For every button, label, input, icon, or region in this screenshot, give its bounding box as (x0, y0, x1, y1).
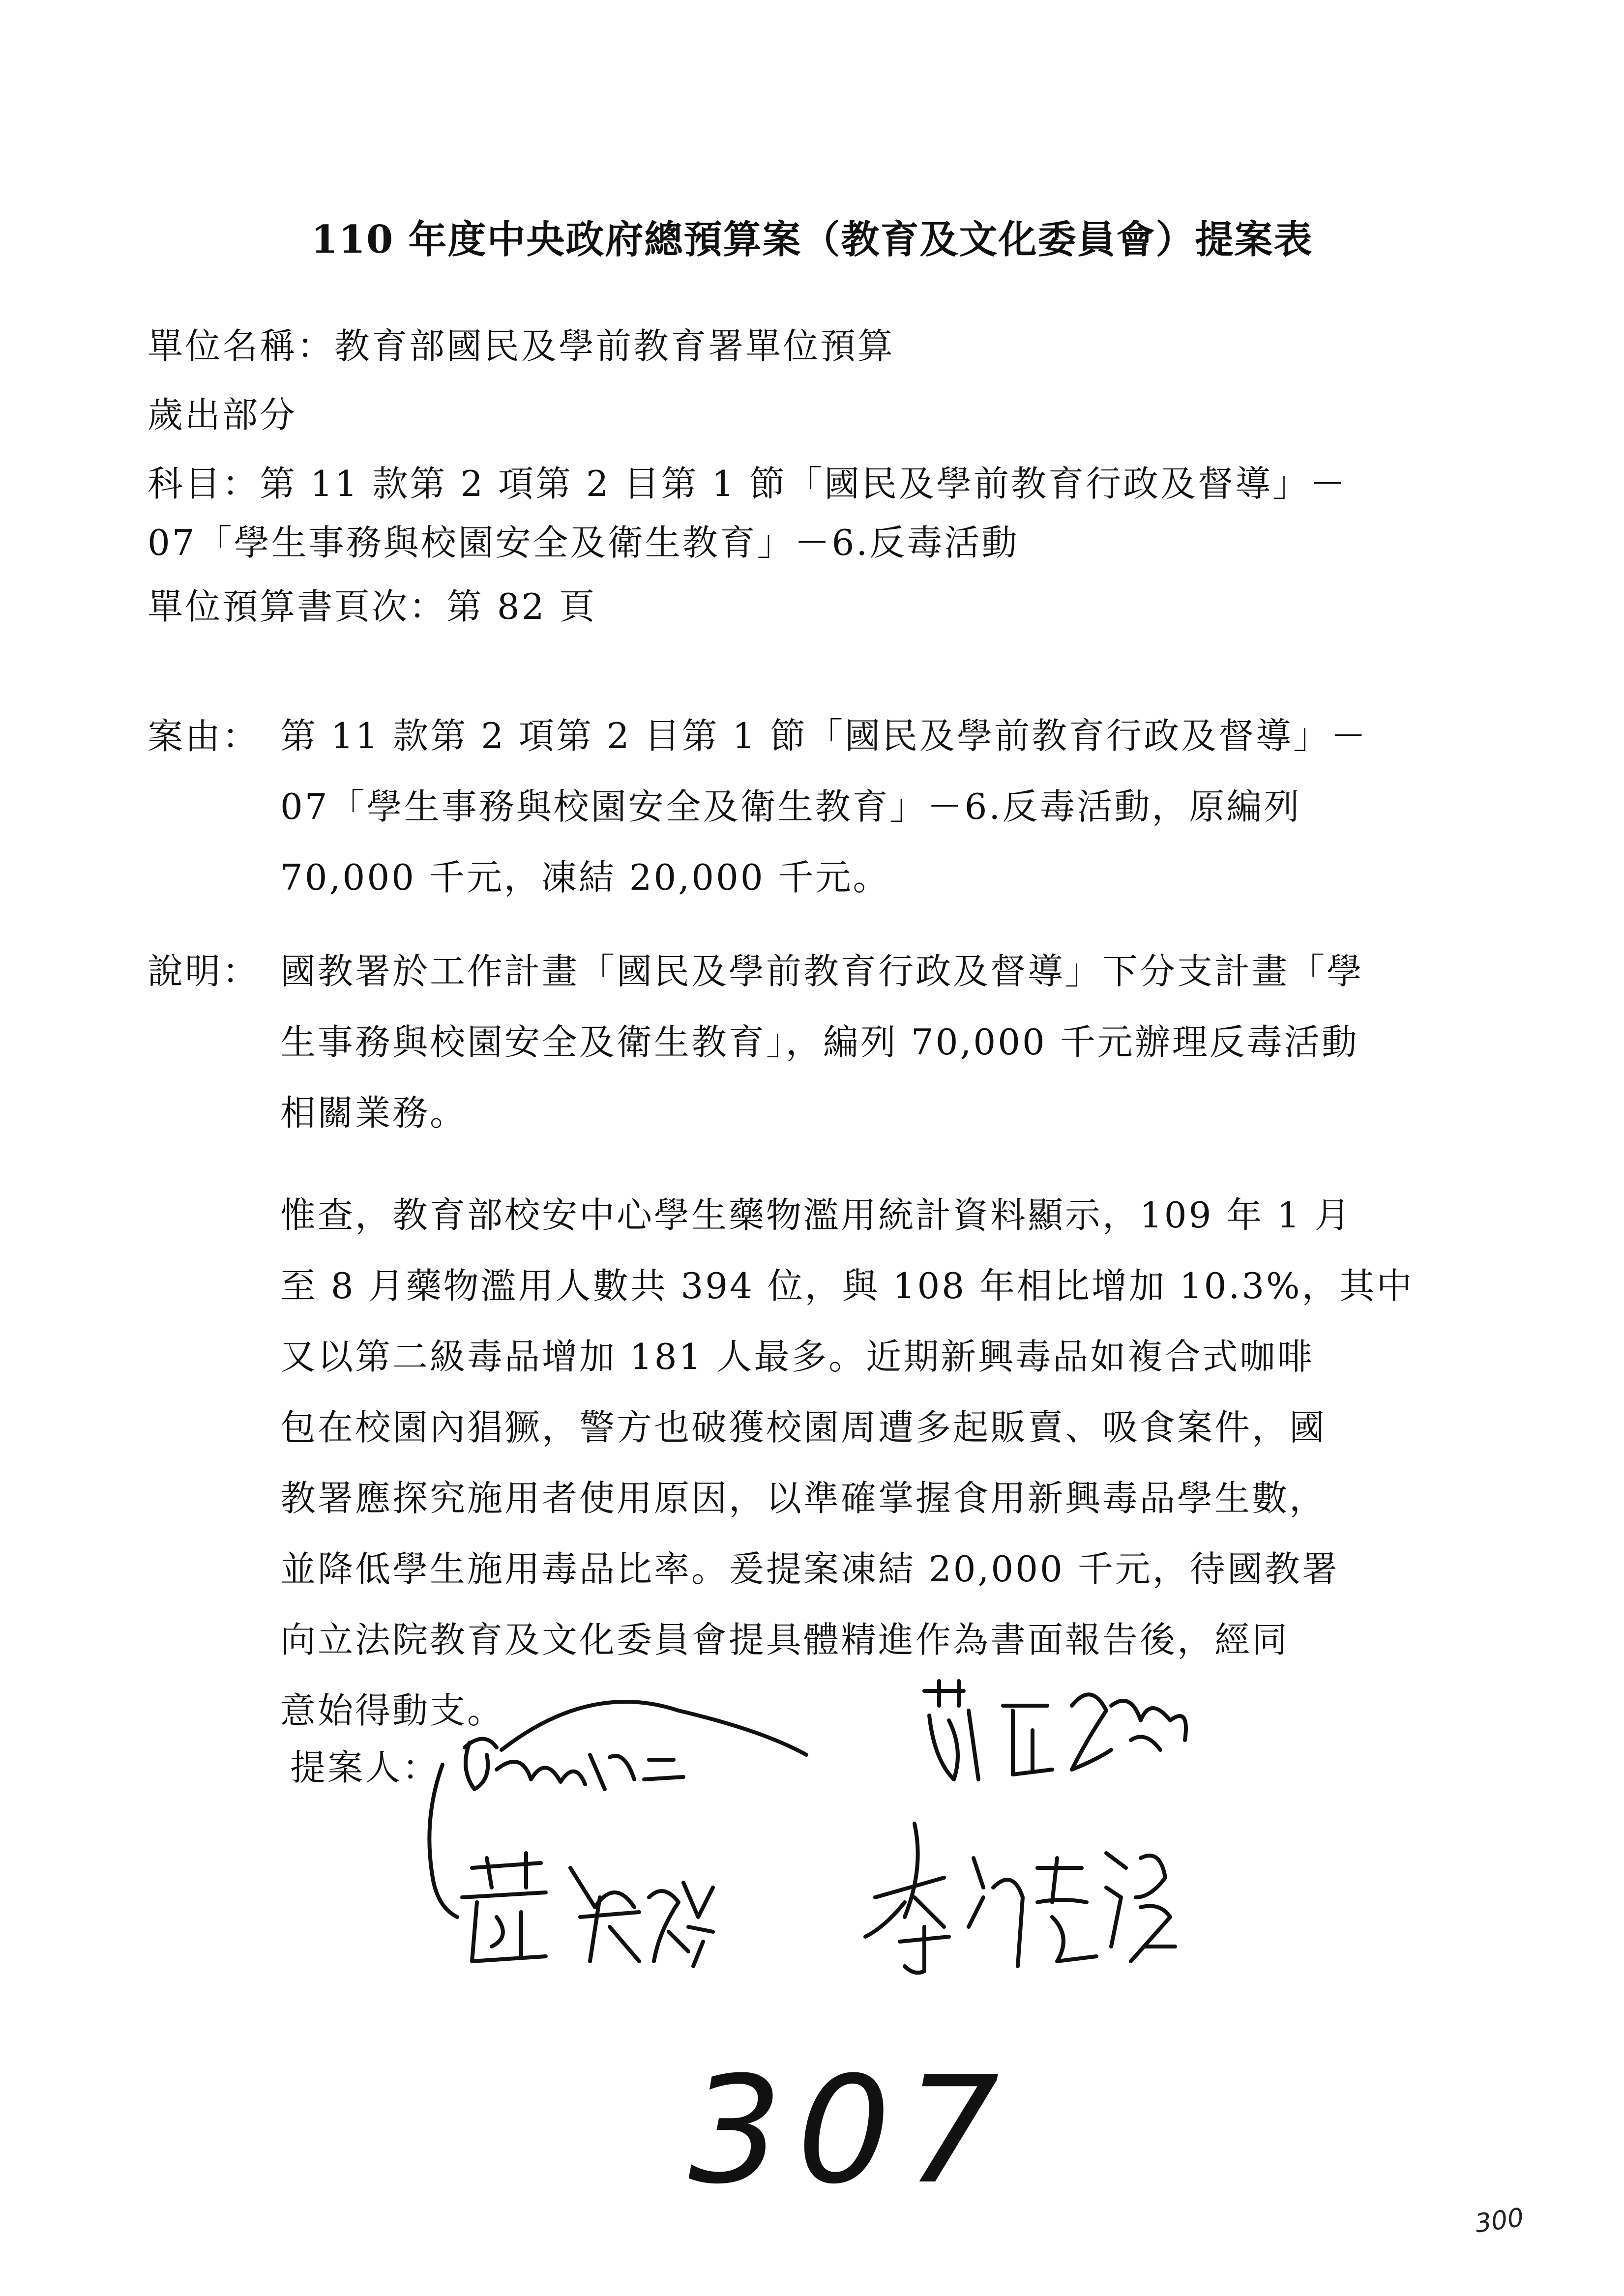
explanation-line: 教署應探究施用者使用原因，以準確掌握食用新興毒品學生數， (280, 1478, 1327, 1519)
signature-3 (462, 1853, 713, 1966)
explanation-line: 並降低學生施用毒品比率。爰提案凍結 20,000 千元，待國教署 (280, 1548, 1339, 1590)
explanation-line: 國教署於工作計畫「國民及學前教育行政及督導」下分支計畫「學 (280, 951, 1364, 992)
proposal-line: 07「學生事務與校園安全及衛生教育」－6.反毒活動，原編列 (280, 786, 1301, 827)
explanation-line: 意始得動支。 (280, 1690, 505, 1731)
signature-4 (865, 1824, 1175, 1973)
proposal-line: 第 11 款第 2 項第 2 目第 1 節「國民及學前教育行政及督導」－ (280, 715, 1368, 756)
proposers-label: 提案人： (290, 1747, 440, 1788)
page-number: 307 (688, 2045, 1014, 2216)
explanation-line: 生事務與校園安全及衛生教育」，編列 70,000 千元辦理反毒活動 (280, 1021, 1359, 1063)
explanation-line: 相關業務。 (280, 1092, 468, 1133)
explanation-line: 惟查，教育部校安中心學生藥物濫用統計資料顯示，109 年 1 月 (280, 1194, 1352, 1236)
page-number-small: 300 (1473, 2203, 1526, 2239)
explanation-line: 向立法院教育及文化委員會提具體精進作為書面報告後，經同 (280, 1619, 1290, 1660)
explanation-label: 說明： (148, 951, 260, 992)
document-title: 110 年度中央政府總預算案（教育及文化委員會）提案表 (311, 217, 1313, 262)
explanation-line: 包在校園內猖獗，警方也破獲校園周遭多起販賣、吸食案件，國 (280, 1407, 1327, 1448)
section-label: 歲出部分 (148, 394, 297, 436)
explanation-line: 至 8 月藥物濫用人數共 394 位，與 108 年相比增加 10.3%，其中 (280, 1265, 1414, 1307)
subject-line-2: 07「學生事務與校園安全及衛生教育」－6.反毒活動 (148, 522, 1019, 563)
proposal-line: 70,000 千元，凍結 20,000 千元。 (280, 857, 890, 898)
signature-2 (924, 1681, 1186, 1779)
unit-name: 單位名稱：教育部國民及學前教育署單位預算 (148, 325, 895, 367)
subject-line-1: 科目：第 11 款第 2 項第 2 目第 1 節「國民及學前教育行政及督導」－ (148, 463, 1348, 504)
budget-page-ref: 單位預算書頁次：第 82 頁 (148, 586, 597, 627)
explanation-line: 又以第二級毒品增加 181 人最多。近期新興毒品如複合式咖啡 (280, 1336, 1315, 1377)
proposal-label: 案由： (148, 716, 260, 757)
signature-1 (429, 1702, 806, 1917)
